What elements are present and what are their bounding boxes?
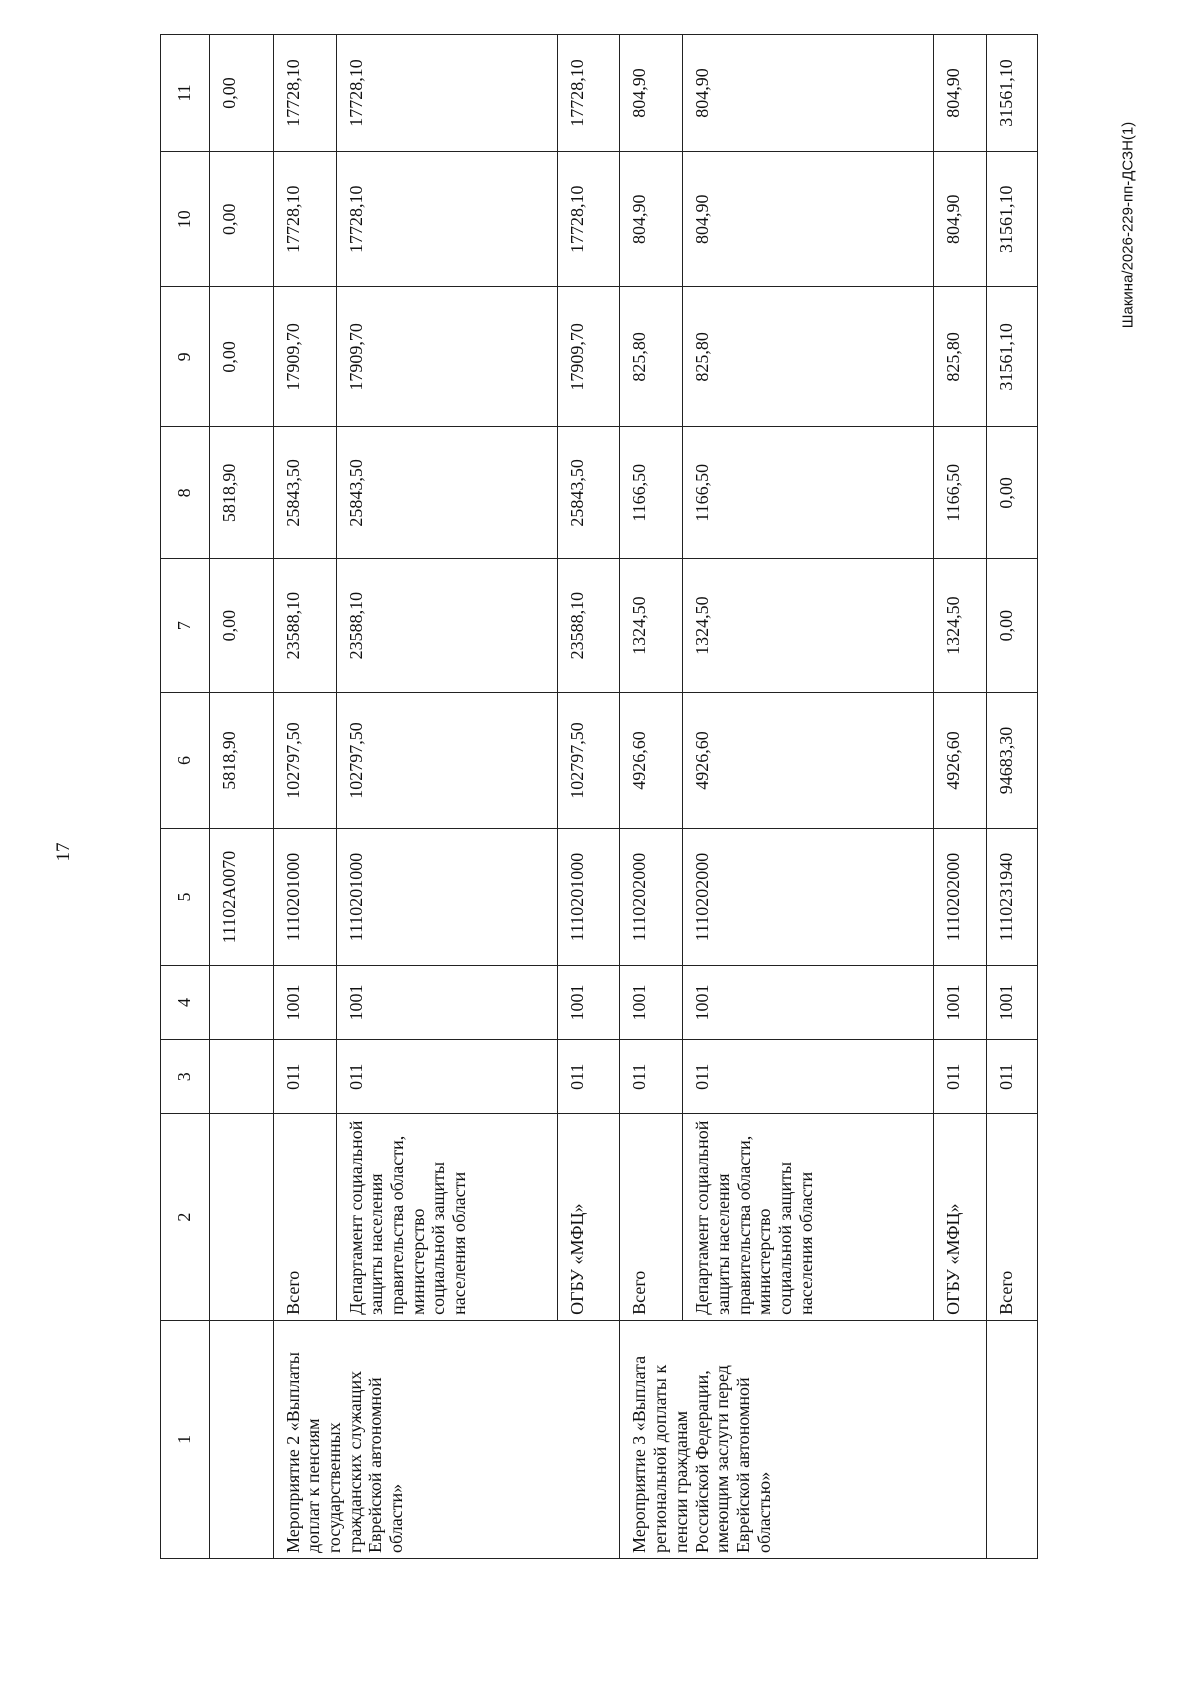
table-cell: 17728,10 [557,35,620,152]
table-cell: 102797,50 [273,692,336,829]
table-cell: 25843,50 [336,427,557,559]
table-cell: 0,00 [987,427,1038,559]
table-cell: 011 [336,1040,557,1114]
header-cell: 10 [161,151,210,286]
table-cell: 17909,70 [336,287,557,427]
header-cell: 9 [161,287,210,427]
document-code: Шакина/2026-229-пп-ДСЗН(1) [1119,121,1137,329]
table-cell: 0,00 [209,287,273,427]
table-cell: Всего [273,1114,336,1320]
table-cell: 1001 [336,965,557,1039]
table-cell: 1166,50 [934,427,987,559]
table-cell: 804,90 [683,35,934,152]
table-cell: 1110202000 [620,829,683,966]
event-title-cell: Мероприятие 2 «Выплаты доплат к пенсиям государственных гражданских служащих Еврейской автономной области» [273,1320,620,1558]
table-cell [209,1040,273,1114]
table-cell [209,965,273,1039]
table-cell: 011 [683,1040,934,1114]
table-cell: 804,90 [620,35,683,152]
table-cell: 011 [620,1040,683,1114]
table-cell: 011 [273,1040,336,1114]
header-cell: 7 [161,559,210,692]
table-cell: 23588,10 [557,559,620,692]
table-cell: 1324,50 [620,559,683,692]
table-cell: 1110201000 [336,829,557,966]
table-cell [987,1320,1038,1558]
table-cell [209,1320,273,1558]
table-cell: 1001 [620,965,683,1039]
budget-table-rotated [160,34,1038,1559]
table-row [209,35,273,1559]
table-cell: 17909,70 [557,287,620,427]
table-cell: 1166,50 [620,427,683,559]
table-cell: 31561,10 [987,35,1038,152]
table-cell: 1001 [934,965,987,1039]
table-cell: 825,80 [620,287,683,427]
table-row [273,35,336,1559]
table-cell: 5818,90 [209,692,273,829]
table-cell [209,1114,273,1320]
table-cell: 23588,10 [273,559,336,692]
budget-table [160,34,1038,1559]
table-cell: 11102A0070 [209,829,273,966]
table-cell: 1110201000 [273,829,336,966]
table-cell: 825,80 [683,287,934,427]
table-row [620,35,683,1559]
header-cell: 6 [161,692,210,829]
table-cell: 17728,10 [336,35,557,152]
table-cell: 825,80 [934,287,987,427]
table-row [987,35,1038,1559]
header-cell: 5 [161,829,210,966]
table-cell: 1110201000 [557,829,620,966]
table-cell: 0,00 [987,559,1038,692]
table-cell: 25843,50 [557,427,620,559]
table-cell: 804,90 [934,35,987,152]
table-cell: Департамент социальной защиты населения правительства области, министерство социальной защиты населения области [683,1114,934,1320]
table-cell: Департамент социальной защиты населения правительства области, министерство социальной защиты населения области [336,1114,557,1320]
header-row [161,35,210,1559]
table-cell: 94683,30 [987,692,1038,829]
table-cell: 0,00 [209,151,273,286]
table-cell: 1324,50 [683,559,934,692]
header-cell: 2 [161,1114,210,1320]
table-cell: 17909,70 [273,287,336,427]
table-cell: 0,00 [209,35,273,152]
header-cell: 8 [161,427,210,559]
table-cell: 25843,50 [273,427,336,559]
table-cell: 17728,10 [273,151,336,286]
table-cell: 1001 [273,965,336,1039]
table-cell: 804,90 [683,151,934,286]
page-number: 17 [53,842,74,862]
table-cell: 17728,10 [336,151,557,286]
event-title-cell: Мероприятие 3 «Выплата региональной доплаты к пенсии гражданам Российской Федерации, имеющим заслуги перед Еврейской автономной областью» [620,1320,987,1558]
table-cell: 1110231940 [987,829,1038,966]
table-cell: 011 [557,1040,620,1114]
table-cell: 17728,10 [273,35,336,152]
table-cell: Всего [620,1114,683,1320]
table-cell: 804,90 [620,151,683,286]
table-cell: Всего [987,1114,1038,1320]
table-cell: 1001 [987,965,1038,1039]
header-cell: 3 [161,1040,210,1114]
header-cell: 1 [161,1320,210,1558]
table-cell: 31561,10 [987,287,1038,427]
table-cell: 4926,60 [683,692,934,829]
table-cell: 102797,50 [557,692,620,829]
header-cell: 4 [161,965,210,1039]
table-cell: 17728,10 [557,151,620,286]
table-cell: 804,90 [934,151,987,286]
table-cell: ОГБУ «МФЦ» [557,1114,620,1320]
table-cell: 011 [934,1040,987,1114]
table-cell: ОГБУ «МФЦ» [934,1114,987,1320]
table-cell: 0,00 [209,559,273,692]
table-cell: 4926,60 [934,692,987,829]
header-cell: 11 [161,35,210,152]
table-cell: 011 [987,1040,1038,1114]
table-cell: 1110202000 [683,829,934,966]
table-cell: 1001 [557,965,620,1039]
table-cell: 1110202000 [934,829,987,966]
table-cell: 23588,10 [336,559,557,692]
table-cell: 31561,10 [987,151,1038,286]
table-cell: 5818,90 [209,427,273,559]
table-cell: 1166,50 [683,427,934,559]
table-cell: 4926,60 [620,692,683,829]
table-cell: 1324,50 [934,559,987,692]
table-cell: 102797,50 [336,692,557,829]
table-cell: 1001 [683,965,934,1039]
